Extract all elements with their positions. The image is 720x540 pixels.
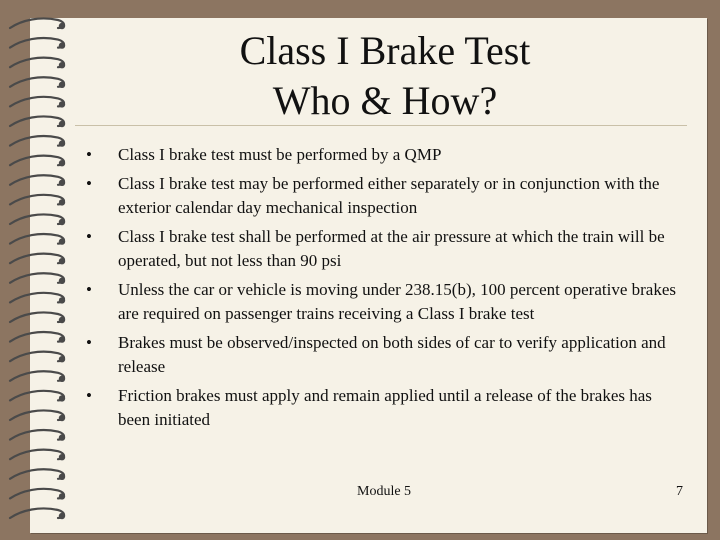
spiral-coil <box>10 469 65 480</box>
footer-module-label: Module 5 <box>357 484 412 499</box>
spiral-coil <box>10 18 65 29</box>
spiral-coil <box>10 312 65 323</box>
bullet-item <box>86 143 676 168</box>
bullet-dot: • <box>86 332 92 352</box>
spiral-coil <box>10 450 65 461</box>
spiral-coil <box>10 293 65 304</box>
spiral-coil <box>10 352 65 363</box>
spiral-coil <box>10 234 65 245</box>
bullet-dot: • <box>86 385 92 405</box>
bullet-dot: • <box>86 226 92 246</box>
bullet-text: Class I brake test shall be performed at the air pressure at which the train will be operated, but not less than 90 psi <box>118 226 665 270</box>
spiral-coil <box>10 273 65 284</box>
bullet-item <box>86 331 676 380</box>
spiral-coil <box>10 156 65 167</box>
spiral-coil <box>10 508 65 519</box>
title-line-2: Who & How? <box>272 78 498 123</box>
spiral-coil <box>10 77 65 88</box>
bullet-dot: • <box>86 173 92 193</box>
footer-page-number: 7 <box>676 484 683 499</box>
bullet-text: Class I brake test may be performed either separately or in conjunction with the exterior calendar day mechanical inspection <box>118 173 660 217</box>
spiral-coil <box>10 38 65 49</box>
spiral-coil <box>10 116 65 127</box>
bullet-text: Friction brakes must apply and remain applied until a release of the brakes has been initiated <box>118 385 652 429</box>
spiral-coil <box>10 214 65 225</box>
bullet-dot: • <box>86 279 92 299</box>
slide-title <box>140 26 630 126</box>
title-line-1: Class I Brake Test <box>239 28 531 73</box>
spiral-coil <box>10 391 65 402</box>
bullet-item <box>86 384 676 433</box>
bullet-list <box>86 143 676 437</box>
spiral-coil <box>10 332 65 343</box>
spiral-coil <box>10 410 65 421</box>
title-divider <box>75 125 687 126</box>
bullet-text: Unless the car or vehicle is moving under 238.15(b), 100 percent operative brakes are required on passenger trains receiving a Class I brake test <box>118 279 676 323</box>
spiral-coil <box>10 97 65 108</box>
spiral-coil <box>10 58 65 69</box>
spiral-binding-icon <box>0 8 80 528</box>
spiral-coil <box>10 136 65 147</box>
bullet-item <box>86 172 676 221</box>
spiral-coil <box>10 254 65 265</box>
bullet-text: Class I brake test must be performed by a QMP <box>118 145 442 164</box>
spiral-coil <box>10 195 65 206</box>
spiral-coil <box>10 430 65 441</box>
bullet-item <box>86 225 676 274</box>
spiral-coil <box>10 489 65 500</box>
spiral-coil <box>10 175 65 186</box>
spiral-coil <box>10 371 65 382</box>
bullet-text: Brakes must be observed/inspected on both sides of car to verify application and release <box>118 332 666 376</box>
bullet-dot: • <box>86 145 92 164</box>
bullet-item <box>86 278 676 327</box>
